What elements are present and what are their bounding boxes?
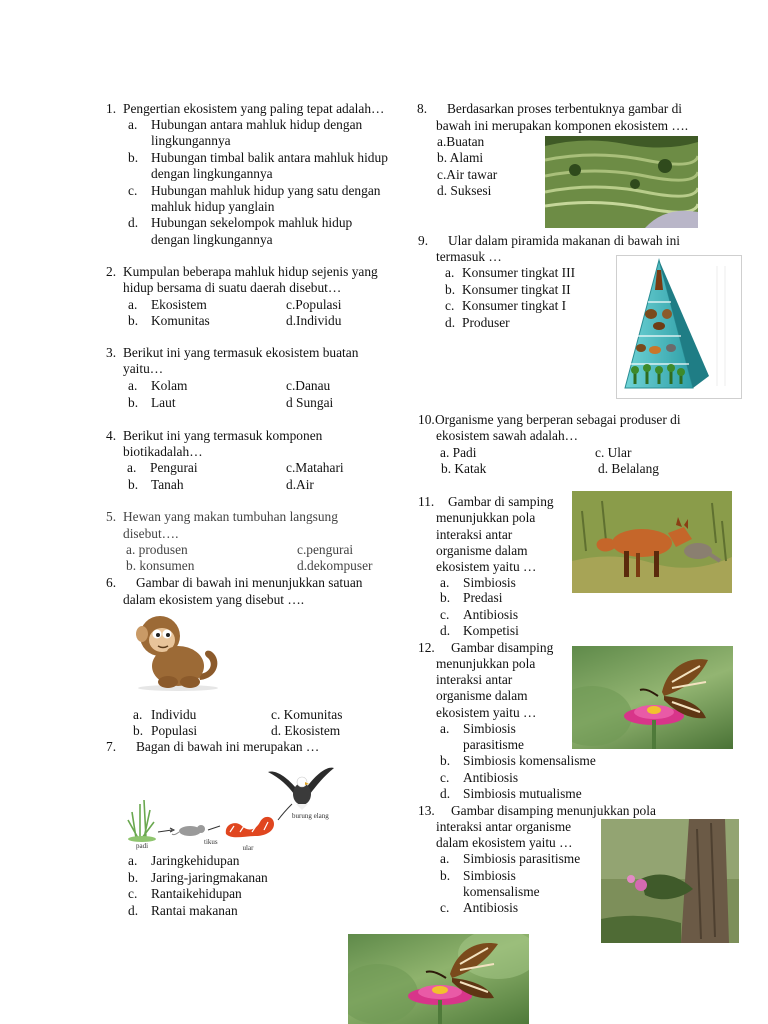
option-text: a. Padi: [440, 445, 477, 460]
question-number: 5.: [106, 509, 117, 524]
option-text: lingkungannya: [151, 133, 231, 148]
option-text: Antibiosis: [463, 900, 519, 915]
option-text: Jaring-jaringmakanan: [151, 870, 268, 885]
option-text: Hubungan antara mahluk hidup dengan: [151, 117, 363, 132]
question-text: Pengertian ekosistem yang paling tepat adalah…: [123, 101, 385, 116]
option-text: Hubungan sekelompok mahluk hidup: [151, 215, 353, 230]
question-text: termasuk …: [436, 249, 502, 264]
option-letter: b.: [128, 870, 139, 885]
option-text: d Sungai: [286, 395, 334, 410]
question-text: hidup bersama di suatu daerah disebut…: [123, 280, 342, 295]
option-letter: b.: [133, 723, 144, 738]
option-text: mahluk hidup yanglain: [151, 199, 275, 214]
question-text: bawah ini merupakan komponen ekosistem ….: [436, 118, 689, 133]
question-number: 8.: [417, 101, 428, 116]
option-text: Laut: [151, 395, 176, 410]
option-text: Kompetisi: [463, 623, 519, 638]
option-text: Hubungan timbal balik antara mahluk hidup: [151, 150, 388, 165]
option-text: Konsumer tingkat I: [462, 298, 567, 313]
snake-icon: [226, 817, 274, 837]
option-letter: b.: [445, 282, 456, 297]
question-text: Bagan di bawah ini merupakan …: [136, 739, 320, 754]
rice-plant-icon: [128, 800, 156, 842]
question-text: menunjukkan pola: [436, 656, 536, 671]
question-text: interaksi antar: [436, 672, 513, 687]
option-letter: d.: [440, 786, 451, 801]
question-text: Berikut ini yang termasuk ekosistem buatan: [123, 345, 359, 360]
option-text: Simbiosis parasitisme: [463, 851, 581, 866]
food-chain-diagram: [124, 764, 346, 854]
option-text: b. Alami: [437, 150, 484, 165]
option-letter: c.: [440, 900, 450, 915]
option-text: Ekosistem: [151, 297, 207, 312]
tikus-label: tikus: [204, 838, 218, 846]
question-text: organisme dalam: [436, 543, 528, 558]
rice-terrace-photo: [545, 136, 698, 228]
option-letter: a.: [127, 460, 137, 475]
flower-icon: [624, 705, 684, 749]
option-letter: b.: [128, 313, 139, 328]
butterfly-flower-photo: [348, 934, 529, 1024]
question-text: Organisme yang berperan sebagai produser di: [435, 412, 681, 427]
tree-trunk-icon: [681, 819, 729, 943]
option-letter: b.: [440, 753, 451, 768]
option-text: Kolam: [151, 378, 188, 393]
question-text: interaksi antar organisme: [436, 819, 572, 834]
option-text: Jaringkehidupan: [151, 853, 240, 868]
option-text: Konsumer tingkat II: [462, 282, 571, 297]
option-letter: d.: [445, 315, 456, 330]
question-text: ekosistem yaitu …: [436, 705, 537, 720]
question-text: Hewan yang makan tumbuhan langsung: [123, 509, 338, 524]
option-letter: d.: [128, 215, 139, 230]
option-text: d. Belalang: [598, 461, 659, 476]
option-text: c.Danau: [286, 378, 331, 393]
butterfly-flower-photo: [572, 646, 733, 749]
option-letter: b.: [128, 150, 139, 165]
question-text: Berikut ini yang termasuk komponen: [123, 428, 323, 443]
option-text: a. produsen: [126, 542, 188, 557]
option-letter: c.: [440, 770, 450, 785]
question-number: 2.: [106, 264, 117, 279]
option-text: dengan lingkungannya: [151, 166, 273, 181]
option-letter: a.: [128, 378, 138, 393]
option-letter: a.: [440, 721, 450, 736]
elang-label: burung elang: [292, 812, 329, 820]
option-text: b. konsumen: [126, 558, 195, 573]
food-pyramid-image: [616, 255, 742, 399]
question-number: 10.: [418, 412, 435, 427]
option-letter: b.: [440, 590, 451, 605]
question-text: dalam ekosistem yang disebut ….: [123, 592, 305, 607]
question-text: ekosistem yaitu …: [436, 559, 537, 574]
option-text: a.Buatan: [437, 134, 485, 149]
option-text: Pengurai: [150, 460, 198, 475]
question-number: 4.: [106, 428, 117, 443]
question-number: 11.: [418, 494, 435, 509]
option-text: d.dekompuser: [297, 558, 373, 573]
question-text: disebut….: [123, 526, 179, 541]
option-text: Simbiosis: [463, 868, 516, 883]
question-text: Gambar disamping: [451, 640, 554, 655]
question-text: organisme dalam: [436, 688, 528, 703]
option-letter: a.: [128, 853, 138, 868]
option-text: Predasi: [463, 590, 503, 605]
option-letter: a.: [445, 265, 455, 280]
option-text: Hubungan mahluk hidup yang satu dengan: [151, 183, 381, 198]
fox-prey-photo: [572, 491, 732, 593]
option-text: parasitisme: [463, 737, 524, 752]
option-text: Antibiosis: [463, 770, 519, 785]
option-text: komensalisme: [463, 884, 540, 899]
padi-label: padi: [135, 842, 149, 850]
option-text: c. Ular: [595, 445, 632, 460]
option-text: Komunitas: [151, 313, 210, 328]
option-text: Rantai makanan: [151, 903, 238, 918]
option-text: d.Individu: [286, 313, 342, 328]
option-text: Rantaikehidupan: [151, 886, 242, 901]
question-number: 3.: [106, 345, 117, 360]
question-number: 6.: [106, 575, 117, 590]
option-text: Populasi: [151, 723, 198, 738]
question-number: 9.: [418, 233, 429, 248]
option-text: Individu: [151, 707, 197, 722]
option-letter: c.: [445, 298, 455, 313]
option-text: b. Katak: [441, 461, 487, 476]
option-letter: b.: [128, 395, 139, 410]
option-text: c. Komunitas: [271, 707, 343, 722]
question-text: interaksi antar: [436, 527, 513, 542]
question-text: Gambar di samping: [448, 494, 554, 509]
option-text: Produser: [462, 315, 510, 330]
option-letter: a.: [440, 851, 450, 866]
option-letter: c.: [440, 607, 450, 622]
ular-label: ular: [242, 844, 254, 852]
question-text: dalam ekosistem yaitu …: [436, 835, 573, 850]
question-text: Kumpulan beberapa mahluk hidup sejenis yang: [123, 264, 378, 279]
option-letter: d.: [440, 623, 451, 638]
option-text: d.Air: [286, 477, 314, 492]
option-letter: a.: [128, 117, 138, 132]
question-text: menunjukkan pola: [436, 510, 536, 525]
eagle-icon: [268, 768, 334, 810]
question-text: Gambar di bawah ini menunjukkan satuan: [136, 575, 363, 590]
option-text: Antibiosis: [463, 607, 519, 622]
option-text: Simbiosis mutualisme: [463, 786, 582, 801]
question-text: biotikadalah…: [123, 444, 203, 459]
orchid-tree-photo: [601, 819, 739, 943]
flower-icon: [408, 985, 472, 1024]
option-text: c.Populasi: [286, 297, 342, 312]
question-number: 1.: [106, 101, 117, 116]
option-letter: c.: [128, 886, 138, 901]
option-text: Tanah: [151, 477, 184, 492]
question-text: Berdasarkan proses terbentuknya gambar di: [447, 101, 682, 116]
question-text: yaitu…: [123, 361, 164, 376]
option-text: Simbiosis: [463, 721, 516, 736]
option-letter: b.: [440, 868, 451, 883]
question-text: Gambar disamping menunjukkan pola: [451, 803, 656, 818]
question-number: 7.: [106, 739, 117, 754]
option-text: dengan lingkungannya: [151, 232, 273, 247]
option-text: Konsumer tingkat III: [462, 265, 576, 280]
question-number: 13.: [418, 803, 435, 818]
question-number: 12.: [418, 640, 435, 655]
option-text: c.pengurai: [297, 542, 354, 557]
option-text: c.Matahari: [286, 460, 344, 475]
question-text: Ular dalam piramida makanan di bawah ini: [448, 233, 681, 248]
option-letter: a.: [440, 575, 450, 590]
question-text: ekosistem sawah adalah…: [436, 428, 579, 443]
mouse-icon: [172, 825, 205, 836]
option-letter: d.: [128, 903, 139, 918]
option-text: Simbiosis: [463, 575, 516, 590]
option-text: Simbiosis komensalisme: [463, 753, 596, 768]
option-text: d. Suksesi: [437, 183, 492, 198]
option-letter: a.: [133, 707, 143, 722]
option-letter: b.: [128, 477, 139, 492]
option-text: d. Ekosistem: [271, 723, 341, 738]
monkey-image: [130, 608, 225, 692]
option-letter: c.: [128, 183, 138, 198]
option-text: c.Air tawar: [437, 167, 498, 182]
option-letter: a.: [128, 297, 138, 312]
